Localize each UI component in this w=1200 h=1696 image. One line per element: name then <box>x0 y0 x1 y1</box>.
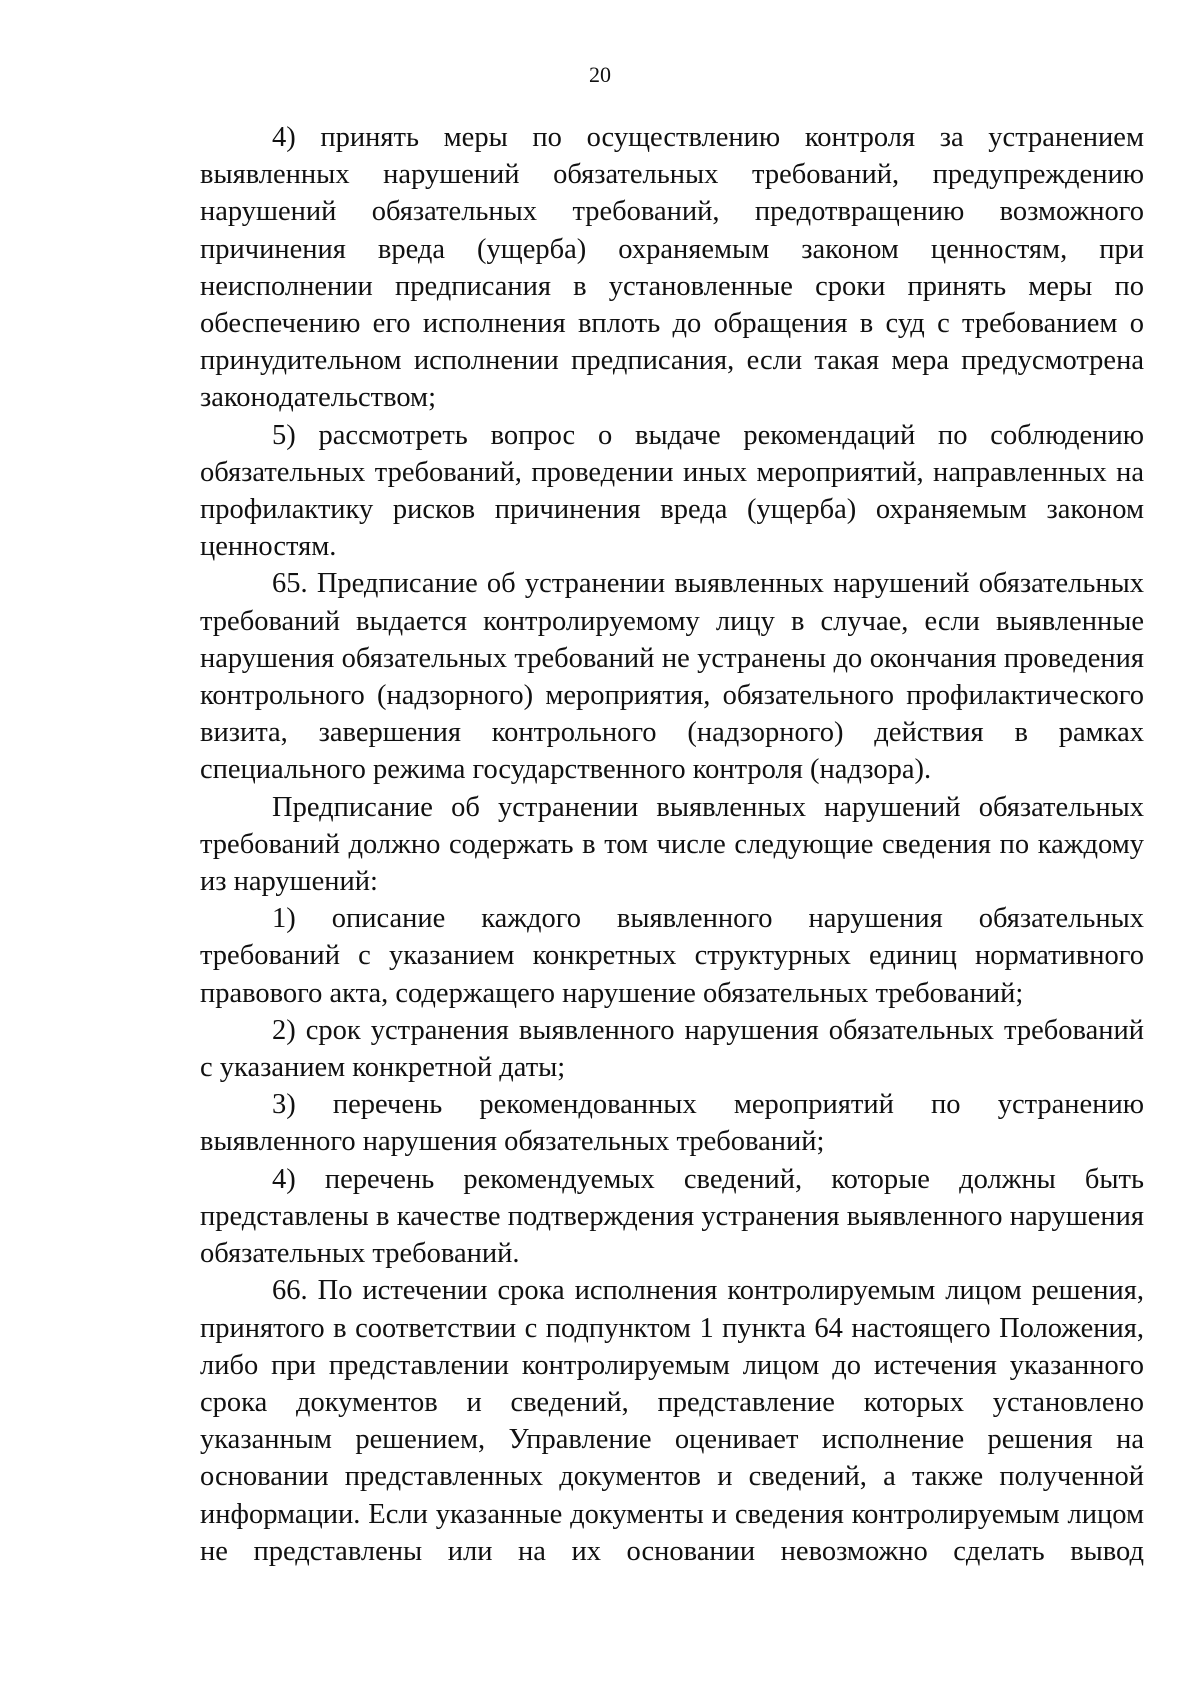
paragraph-65: 65. Предписание об устранении выявленных нарушений обязательных требований выдается контролируемому лицу в случае, если выявленные нарушения обязательных требований не устранены до окончания проведения контрольного (надзорного) мероприятия, обязательного профилактического визита, завершения контрольного (надзорного) действия в рамках специального режима государственного контроля (надзора). <box>200 568 1144 786</box>
paragraph-66: 66. По истечении срока исполнения контролируемым лицом решения, принятого в соответствии с подпунктом 1 пункта 64 настоящего Положения, либо при представлении контролируемым лицом до истечения указанного срока документов и сведений, представление которых установлено указанным решением, Управление оценивает исполнение решения на основании представленных документов и сведений, а также полученной информации. Если указанные документы и сведения контролируемым лицом не представлены или на их основании невозможно сделать вывод <box>200 1275 1144 1567</box>
document-body <box>200 119 1144 1570</box>
paragraph-64-item-5: 5) рассмотреть вопрос о выдаче рекомендаций по соблюдению обязательных требований, проведении иных мероприятий, направленных на профилактику рисков причинения вреда (ущерба) охраняемым законом ценностям. <box>200 419 1144 563</box>
paragraph-65-item-4: 4) перечень рекомендуемых сведений, которые должны быть представлены в качестве подтверждения устранения выявленного нарушения обязательных требований. <box>200 1163 1144 1270</box>
paragraph-65-item-1: 1) описание каждого выявленного нарушения обязательных требований с указанием конкретных структурных единиц нормативного правового акта, содержащего нарушение обязательных требований; <box>200 903 1144 1009</box>
paragraph-65-item-2: 2) срок устранения выявленного нарушения обязательных требований с указанием конкретной даты; <box>200 1014 1144 1084</box>
paragraph-65-item-3: 3) перечень рекомендованных мероприятий по устранению выявленного нарушения обязательных требований; <box>200 1089 1144 1158</box>
paragraph-65-contents-intro: Предписание об устранении выявленных нарушений обязательных требований должно содержать в том числе следующие сведения по каждому из нарушений: <box>200 791 1144 898</box>
page-number: 20 <box>589 62 611 87</box>
paragraph-64-item-4: 4) принять меры по осуществлению контроля за устранением выявленных нарушений обязательных требований, предупреждению нарушений обязательных требований, предотвращению возможного причинения вреда (ущерба) охраняемым законом ценностям, при неисполнении предписания в установленные сроки принять меры по обеспечению его исполнения вплоть до обращения в суд с требованием о принудительном исполнении предписания, если такая мера предусмотрена законодательством; <box>200 122 1144 414</box>
